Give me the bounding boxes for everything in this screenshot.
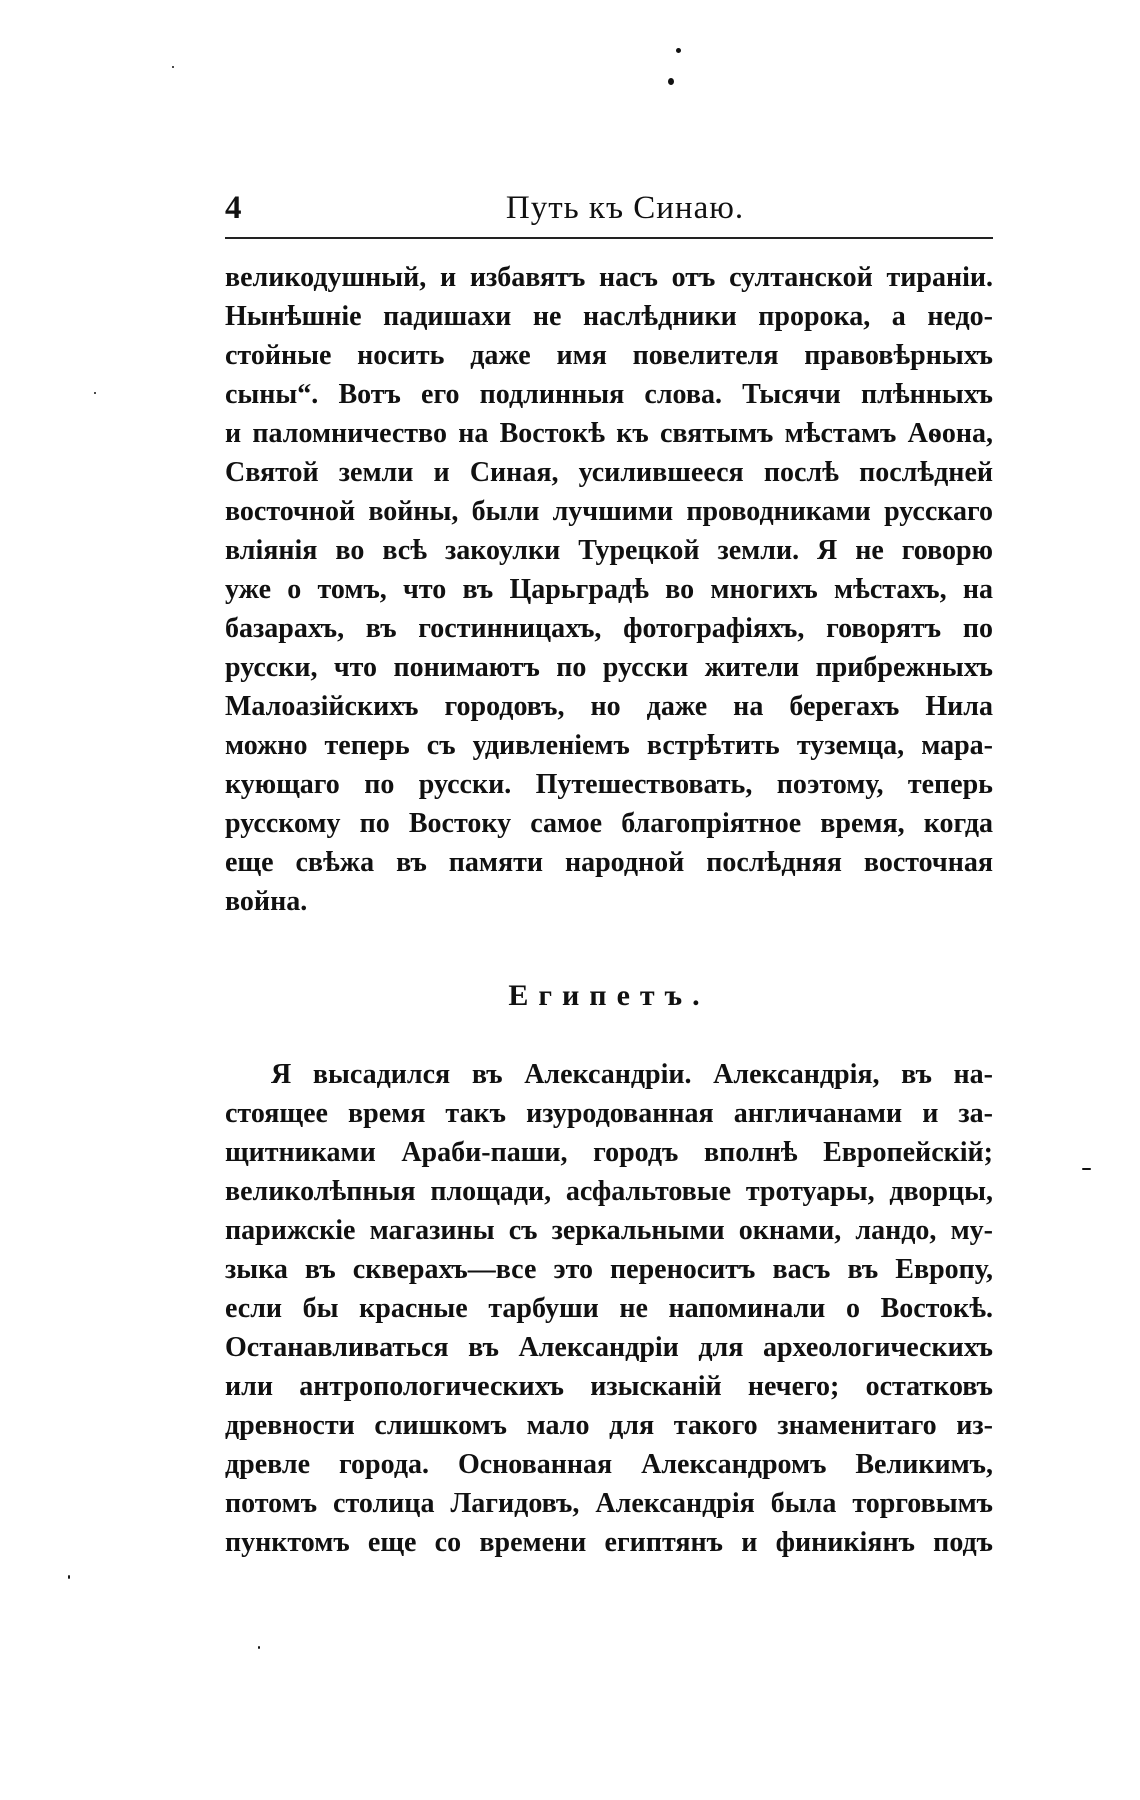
page-header xyxy=(225,188,993,228)
text-line: война. xyxy=(225,886,308,917)
text-line: базарахъ, въ гостинницахъ, фотографіяхъ, говорятъ по xyxy=(225,613,993,644)
text-line: потомъ столица Лагидовъ, Александрія была торговымъ xyxy=(225,1488,993,1519)
text-line: можно теперь съ удивленіемъ встрѣтить туземца, мара- xyxy=(225,730,993,761)
text-line: пунктомъ еще со времени египтянъ и финикіянъ подъ xyxy=(225,1527,993,1558)
text-line: Малоазійскихъ городовъ, но даже на берегахъ Нила xyxy=(225,691,993,722)
text-line: сыны“. Вотъ его подлинныя слова. Тысячи плѣнныхъ xyxy=(225,379,993,410)
section-heading: Египетъ. xyxy=(508,979,710,1012)
print-speck xyxy=(1082,1168,1091,1170)
text-line: щитниками Араби-паши, городъ вполнѣ Европейскій; xyxy=(225,1137,993,1168)
text-line: Останавливаться въ Александріи для археологическихъ xyxy=(225,1332,993,1363)
second-paragraph xyxy=(225,1055,993,1562)
text-line: русски, что понимаютъ по русски жители прибрежныхъ xyxy=(225,652,993,683)
text-line: если бы красные тарбуши не напоминали о Востокѣ. xyxy=(225,1293,993,1324)
text-line: великодушный, и избавятъ насъ отъ султанской тираніи. xyxy=(225,262,993,293)
text-line: зыка въ скверахъ—все это переноситъ васъ въ Европу, xyxy=(225,1254,993,1285)
print-speck xyxy=(172,66,174,68)
first-paragraph xyxy=(225,258,993,921)
text-line: парижскіе магазины съ зеркальными окнами, ландо, му- xyxy=(225,1215,993,1246)
text-line: стоящее время такъ изуродованная англичанами и за- xyxy=(225,1098,993,1129)
text-line: или антропологическихъ изысканій нечего; остатковъ xyxy=(225,1371,993,1402)
text-line: восточной войны, были лучшими проводниками русскаго xyxy=(225,496,993,527)
print-speck xyxy=(68,1575,70,1579)
running-title: Путь къ Синаю. xyxy=(505,190,745,226)
print-speck xyxy=(94,392,96,394)
text-line: кующаго по русски. Путешествовать, поэтому, теперь xyxy=(225,769,993,800)
print-speck xyxy=(668,78,674,85)
text-line: уже о томъ, что въ Царьградѣ во многихъ мѣстахъ, на xyxy=(225,574,993,605)
text-line: древности слишкомъ мало для такого знаменитаго из- xyxy=(225,1410,993,1441)
text-line: стойные носить даже имя повелителя правовѣрныхъ xyxy=(225,340,993,371)
text-line: и паломничество на Востокѣ къ святымъ мѣстамъ Аѳона, xyxy=(225,418,993,449)
header-rule xyxy=(225,237,993,239)
text-line: Святой земли и Синая, усилившееся послѣ послѣдней xyxy=(225,457,993,488)
print-speck xyxy=(258,1646,260,1649)
page-number: 4 xyxy=(225,190,242,226)
text-line: древле города. Основанная Александромъ Великимъ, xyxy=(225,1449,993,1480)
text-line: великолѣпныя площади, асфальтовые тротуары, дворцы, xyxy=(225,1176,993,1207)
text-line: Нынѣшніе падишахи не наслѣдники пророка, а недо- xyxy=(225,301,993,332)
text-line: еще свѣжа въ памяти народной послѣдняя восточная xyxy=(225,847,993,878)
print-speck xyxy=(676,48,681,53)
text-line: вліянія во всѣ закоулки Турецкой земли. Я не говорю xyxy=(225,535,993,566)
text-line: русскому по Востоку самое благопріятное время, когда xyxy=(225,808,993,839)
text-line: Я высадился въ Александріи. Александрія, въ на- xyxy=(271,1059,993,1090)
